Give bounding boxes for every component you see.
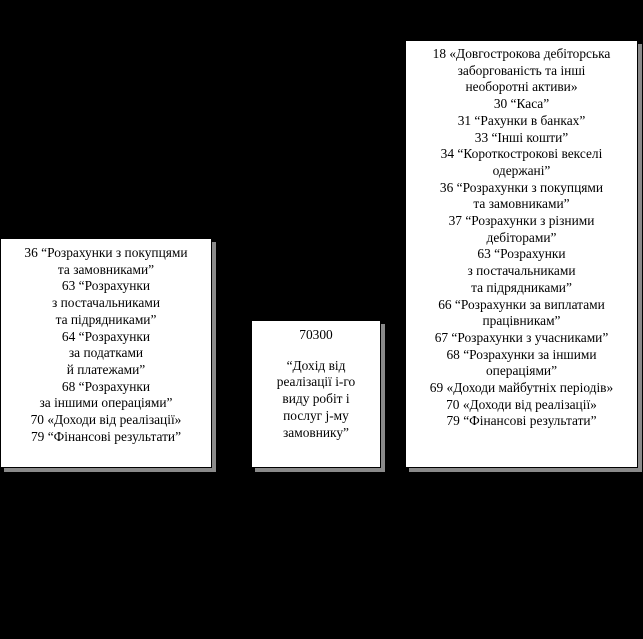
account-line: з постачальниками [51, 295, 160, 311]
account-line: працівникам” [482, 313, 561, 329]
account-line: дебіторами” [486, 229, 557, 245]
account-line: 33 “Інші кошти” [474, 129, 569, 145]
account-line: й платежами” [66, 361, 146, 377]
account-line: операціями” [485, 363, 558, 379]
account-line: 63 “Розрахунки [477, 246, 566, 262]
account-line: та підрядниками” [55, 311, 157, 327]
account-line: та замовниками” [473, 196, 570, 212]
account-line: 70 «Доходи від реалізації» [30, 412, 182, 428]
account-line: 66 “Розрахунки за виплатами [438, 296, 605, 312]
account-line: 64 “Розрахунки [61, 328, 151, 344]
account-line: та підрядниками” [471, 279, 572, 295]
account-line: необоротні активи» [465, 79, 578, 95]
subaccount-description-line: “Дохід від [286, 357, 346, 373]
account-line: за податками [68, 345, 144, 361]
account-line: 68 “Розрахунки [61, 378, 151, 394]
account-line: 37 “Розрахунки з різними [448, 213, 595, 229]
account-line: 70 «Доходи від реалізації» [446, 396, 597, 412]
revenue-subaccount-box [251, 320, 381, 468]
account-line: одержані” [492, 162, 551, 178]
account-line: за іншими операціями” [39, 395, 173, 411]
account-line: 31 “Рахунки в банках” [457, 112, 586, 128]
account-line: 36 “Розрахунки з покупцями [439, 179, 604, 195]
subaccount-description-line: замовнику” [282, 424, 349, 440]
account-line: 69 «Доходи майбутніх періодів» [429, 380, 614, 396]
account-line: 30 “Каса” [493, 96, 550, 112]
subaccount-description-line: реалізації і-го [276, 374, 356, 390]
account-line: 79 “Фінансові результати” [446, 413, 597, 429]
account-line: 34 “Короткострокові векселі [440, 146, 603, 162]
subaccount-code: 70300 [299, 327, 333, 342]
account-line: 63 “Розрахунки [61, 278, 151, 294]
account-line: та замовниками” [57, 261, 155, 277]
subaccount-description-line: послуг j-му [283, 407, 349, 423]
account-line: 68 “Розрахунки за іншими [446, 346, 597, 362]
account-line: з постачальниками [467, 263, 576, 279]
account-line: 36 “Розрахунки з покупцями [24, 245, 188, 260]
account-line: 18 «Довгострокова дебіторська [432, 46, 611, 61]
account-line: 79 “Фінансові результати” [30, 428, 182, 444]
subaccount-description-line: виду робіт і [282, 391, 350, 407]
account-line: заборгованість та інші [457, 62, 586, 78]
account-line: 67 “Розрахунки з учасниками” [434, 329, 609, 345]
debit-accounts-box [0, 238, 212, 468]
credit-accounts-box [405, 40, 638, 468]
